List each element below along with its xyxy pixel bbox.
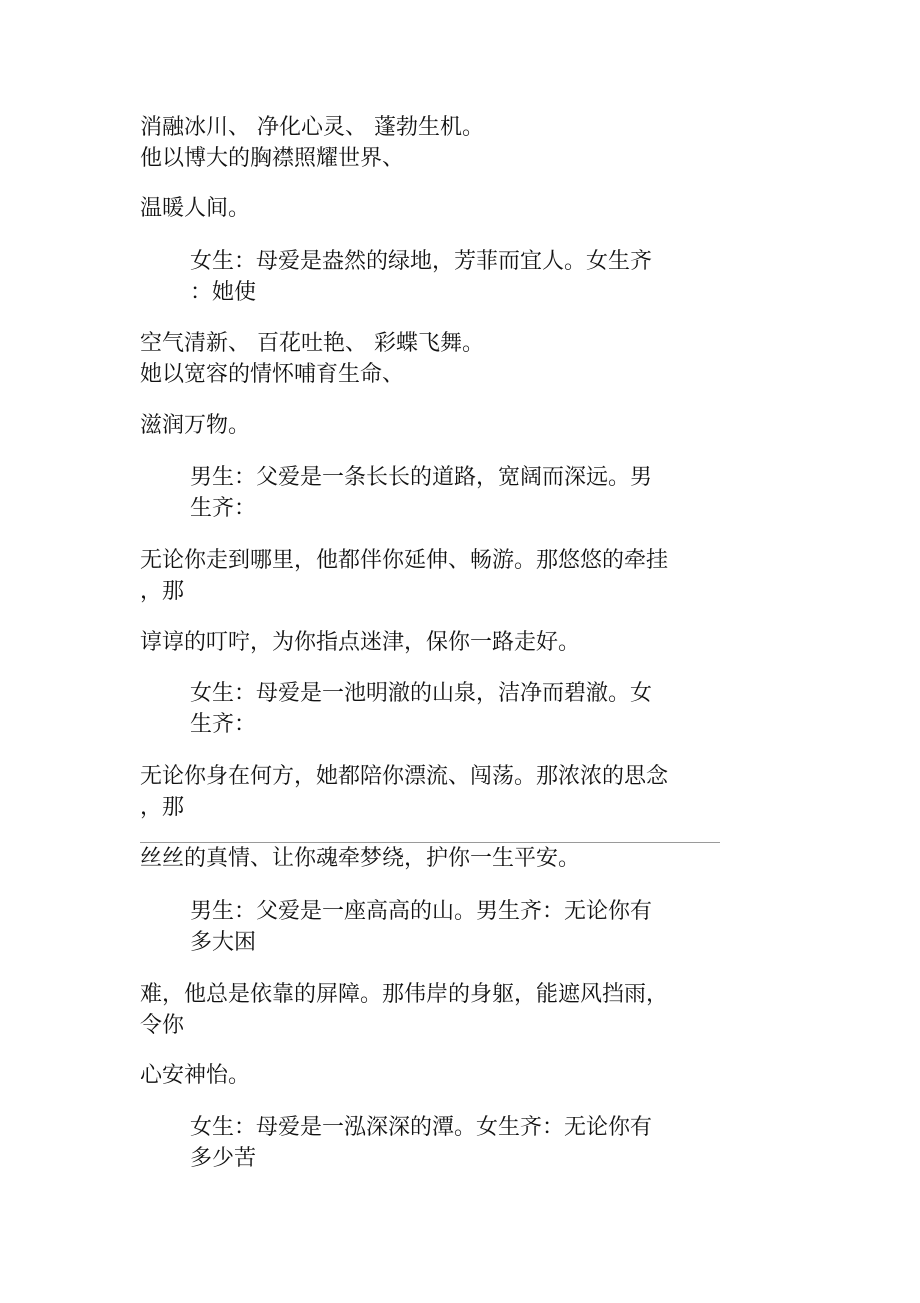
text-line: 无论你走到哪里，他都伴你延伸、畅游。那悠悠的牵挂	[140, 548, 669, 573]
text-line: 空气清新、 百花吐艳、 彩蝶飞舞。	[140, 331, 484, 356]
text-line: 她以宽容的情怀哺育生命、	[140, 362, 405, 387]
text-line: 丝丝的真情、让你魂牵梦绕，护你一生平安。	[140, 846, 581, 871]
text-line: 女生：母爱是盎然的绿地，芳菲而宜人。女生齐	[190, 249, 653, 274]
text-line: 生齐：	[190, 496, 257, 521]
text-line: 谆谆的叮咛，为你指点迷津，保你一路走好。	[140, 630, 581, 655]
text-line: 难，他总是依靠的屏障。那伟岸的身躯，能遮风挡雨，	[140, 982, 669, 1007]
text-line: 滋润万物。	[140, 413, 251, 438]
text-line: 消融冰川、 净化心灵、 蓬勃生机。	[140, 115, 484, 140]
text-line: 女生：母爱是一泓深深的潭。女生齐：无论你有	[190, 1115, 653, 1140]
text-line: 他以博大的胸襟照耀世界、	[140, 146, 405, 171]
text-line: 生齐：	[190, 712, 257, 737]
text-line: 女生：母爱是一池明澈的山泉，洁净而碧澈。女	[190, 681, 653, 706]
text-line: 多少苦	[190, 1146, 257, 1171]
text-line: 多大困	[190, 930, 257, 955]
text-line: ，那	[140, 795, 185, 820]
text-line: 心安神怡。	[140, 1063, 251, 1088]
text-line: 男生：父爱是一座高高的山。男生齐：无论你有	[190, 899, 653, 924]
text-line: 无论你身在何方，她都陪你漂流、闯荡。那浓浓的思念	[140, 764, 669, 789]
text-line: 男生：父爱是一条长长的道路，宽阔而深远。男	[190, 465, 653, 490]
text-line: ，那	[140, 579, 185, 604]
text-line: ：她使	[190, 280, 257, 305]
text-line: 令你	[140, 1013, 185, 1038]
text-line: 温暖人间。	[140, 196, 251, 221]
